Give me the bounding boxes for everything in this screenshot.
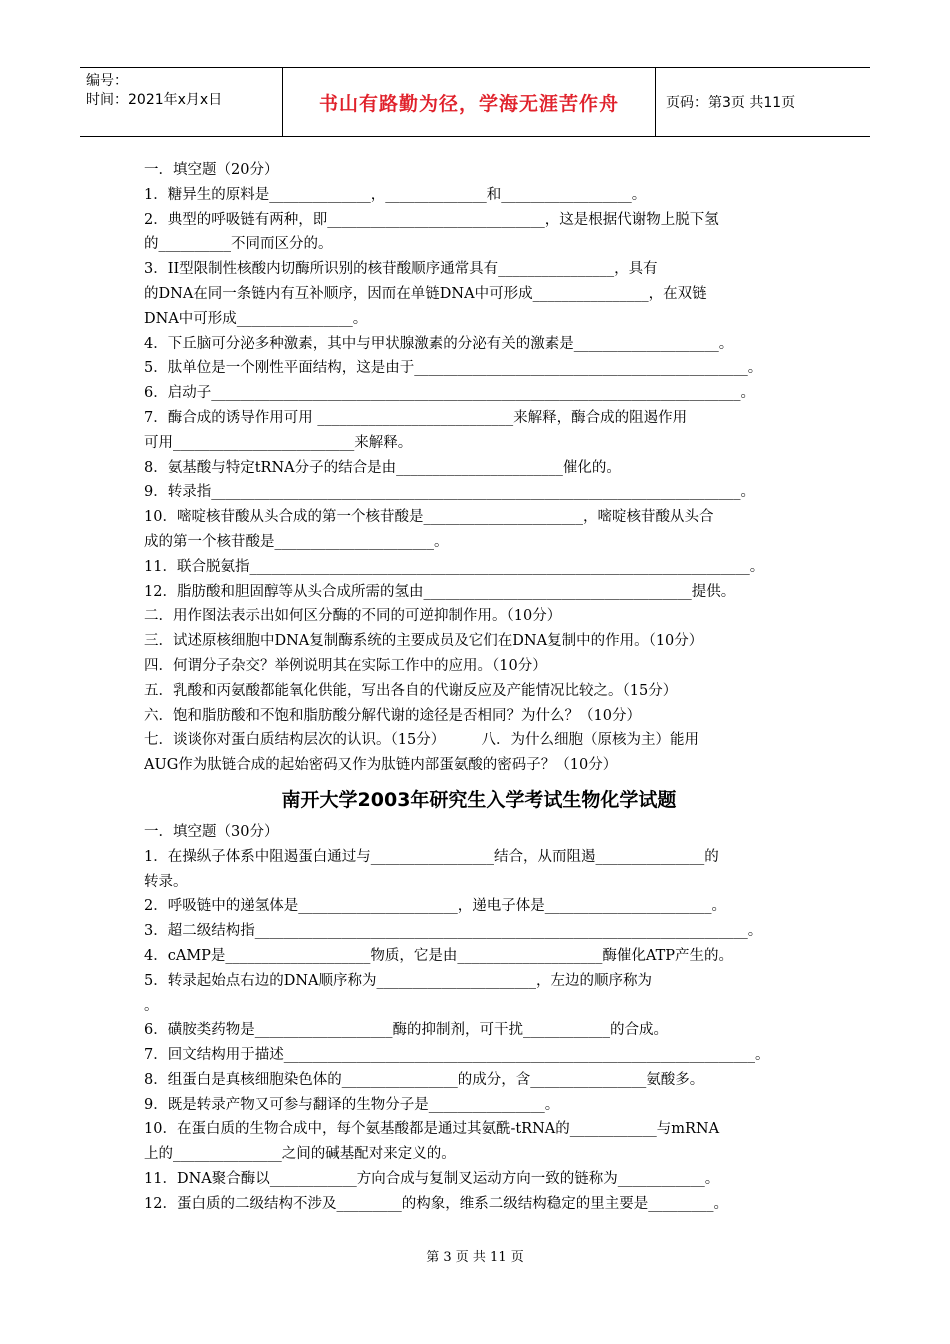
page-footer: 第 3 页 共 11 页 [426, 1250, 524, 1265]
text-line: 10．在蛋白质的生物合成中，每个氨基酸都是通过其氨酰-tRNA的____________与mRNA [144, 1121, 720, 1138]
page-header [80, 67, 870, 137]
header-motto: 书山有路勤为径，学海无涯苦作舟 [318, 92, 619, 115]
exam-section-1 [144, 158, 814, 778]
text-line: 五．乳酸和丙氨酸都能氧化供能，写出各自的代谢反应及产能情况比较之。（15分） [144, 682, 678, 699]
text-line: 上的_______________之间的碱基配对来定义的。 [144, 1146, 456, 1163]
header-page-number: 页码：第3页 共11页 [666, 95, 796, 111]
header-number: 编号： [86, 73, 128, 89]
text-line: 4．下丘脑可分泌多种激素，其中与甲状腺激素的分泌有关的激素是____________________。 [144, 335, 734, 352]
text-line: DNA中可形成________________。 [144, 310, 368, 327]
text-line: 4．cAMP是____________________物质，它是由____________________酶催化ATP产生的。 [144, 947, 734, 964]
header-info-cell [80, 68, 283, 136]
text-line: 2．典型的呼吸链有两种，即______________________________，这是根据代谢物上脱下氢 [144, 211, 719, 228]
text-line: 二．用作图法表示出如何区分酶的不同的可逆抑制作用。（10分） [144, 608, 562, 625]
text-line: 2．呼吸链中的递氢体是______________________，递电子体是_______________________。 [144, 898, 726, 915]
text-line: 9．既是转录产物又可参与翻译的生物分子是________________。 [144, 1096, 560, 1113]
text-line: 三．试述原核细胞中DNA复制酶系统的主要成员及它们在DNA复制中的作用。（10分） [144, 633, 704, 650]
text-line: 7．回文结构用于描述_________________________________________________________________。 [144, 1047, 770, 1064]
text-line: 的__________不同而区分的。 [144, 236, 333, 253]
text-line: 七．谈谈你对蛋白质结构层次的认识。（15分） 八．为什么细胞（原核为主）能用 [144, 732, 699, 749]
text-line: 8．组蛋白是真核细胞染色体的________________的成分，含________________氨酸多。 [144, 1071, 705, 1088]
text-line: 6．启动子_________________________________________________________________________。 [144, 385, 755, 402]
text-line: 11．联合脱氨指_____________________________________________________________________。 [144, 558, 765, 575]
text-line: 10．嘧啶核苷酸从头合成的第一个核苷酸是______________________，嘧啶核苷酸从头合 [144, 509, 714, 526]
text-line: 9．转录指_________________________________________________________________________。 [144, 484, 755, 501]
header-date: 时间：2021年x月x日 [86, 92, 223, 108]
text-line: 11．DNA聚合酶以____________方向合成与复制叉运动方向一致的链称为____________。 [144, 1171, 720, 1188]
text-line: 一．填空题（30分） [144, 823, 279, 840]
text-line: 可用_________________________来解释。 [144, 434, 413, 451]
exam-section-2 [144, 820, 814, 1217]
header-page-cell [656, 68, 870, 136]
text-line: 。 [144, 997, 159, 1014]
text-line: 1．在操纵子体系中阻遏蛋白通过与_________________结合，从而阻遏_______________的 [144, 848, 719, 865]
document-body [144, 158, 814, 1217]
text-line: 转录。 [144, 873, 188, 890]
text-line: 3．II型限制性核酸内切酶所识别的核苷酸顺序通常具有________________，具有 [144, 261, 658, 278]
text-line: 5．转录起始点右边的DNA顺序称为______________________，左边的顺序称为 [144, 972, 653, 989]
text-line: 四．何谓分子杂交？举例说明其在实际工作中的应用。（10分） [144, 657, 547, 674]
text-line: AUG作为肽链合成的起始密码又作为肽链内部蛋氨酸的密码子？（10分） [144, 757, 618, 774]
text-line: 6．磺胺类药物是___________________酶的抑制剂，可干扰____________的合成。 [144, 1022, 668, 1039]
exam-title: 南开大学2003年研究生入学考试生物化学试题 [281, 788, 677, 811]
text-line: 六．饱和脂肪酸和不饱和脂肪酸分解代谢的途径是否相同？为什么？（10分） [144, 707, 641, 724]
text-line: 7．酶合成的诱导作用可用 ___________________________来解释，酶合成的阻遏作用 [144, 409, 688, 426]
header-motto-cell [283, 68, 656, 136]
text-line: 的DNA在同一条链内有互补顺序，因而在单链DNA中可形成________________，在双链 [144, 285, 707, 302]
text-line: 12．脂肪酸和胆固醇等从头合成所需的氢由_____________________________________提供。 [144, 583, 736, 600]
text-line: 1．糖异生的原料是______________，______________和__________________。 [144, 186, 647, 203]
text-line: 5．肽单位是一个刚性平面结构，这是由于______________________________________________。 [144, 360, 763, 377]
text-line: 12．蛋白质的二级结构不涉及_________的构象，维系二级结构稳定的里主要是_________。 [144, 1195, 728, 1212]
text-line: 8．氨基酸与特定tRNA分子的结合是由_______________________催化的。 [144, 459, 621, 476]
text-line: 一．填空题（20分） [144, 162, 279, 178]
text-line: 成的第一个核苷酸是______________________。 [144, 533, 449, 550]
text-line: 3．超二级结构指____________________________________________________________________。 [144, 923, 763, 940]
